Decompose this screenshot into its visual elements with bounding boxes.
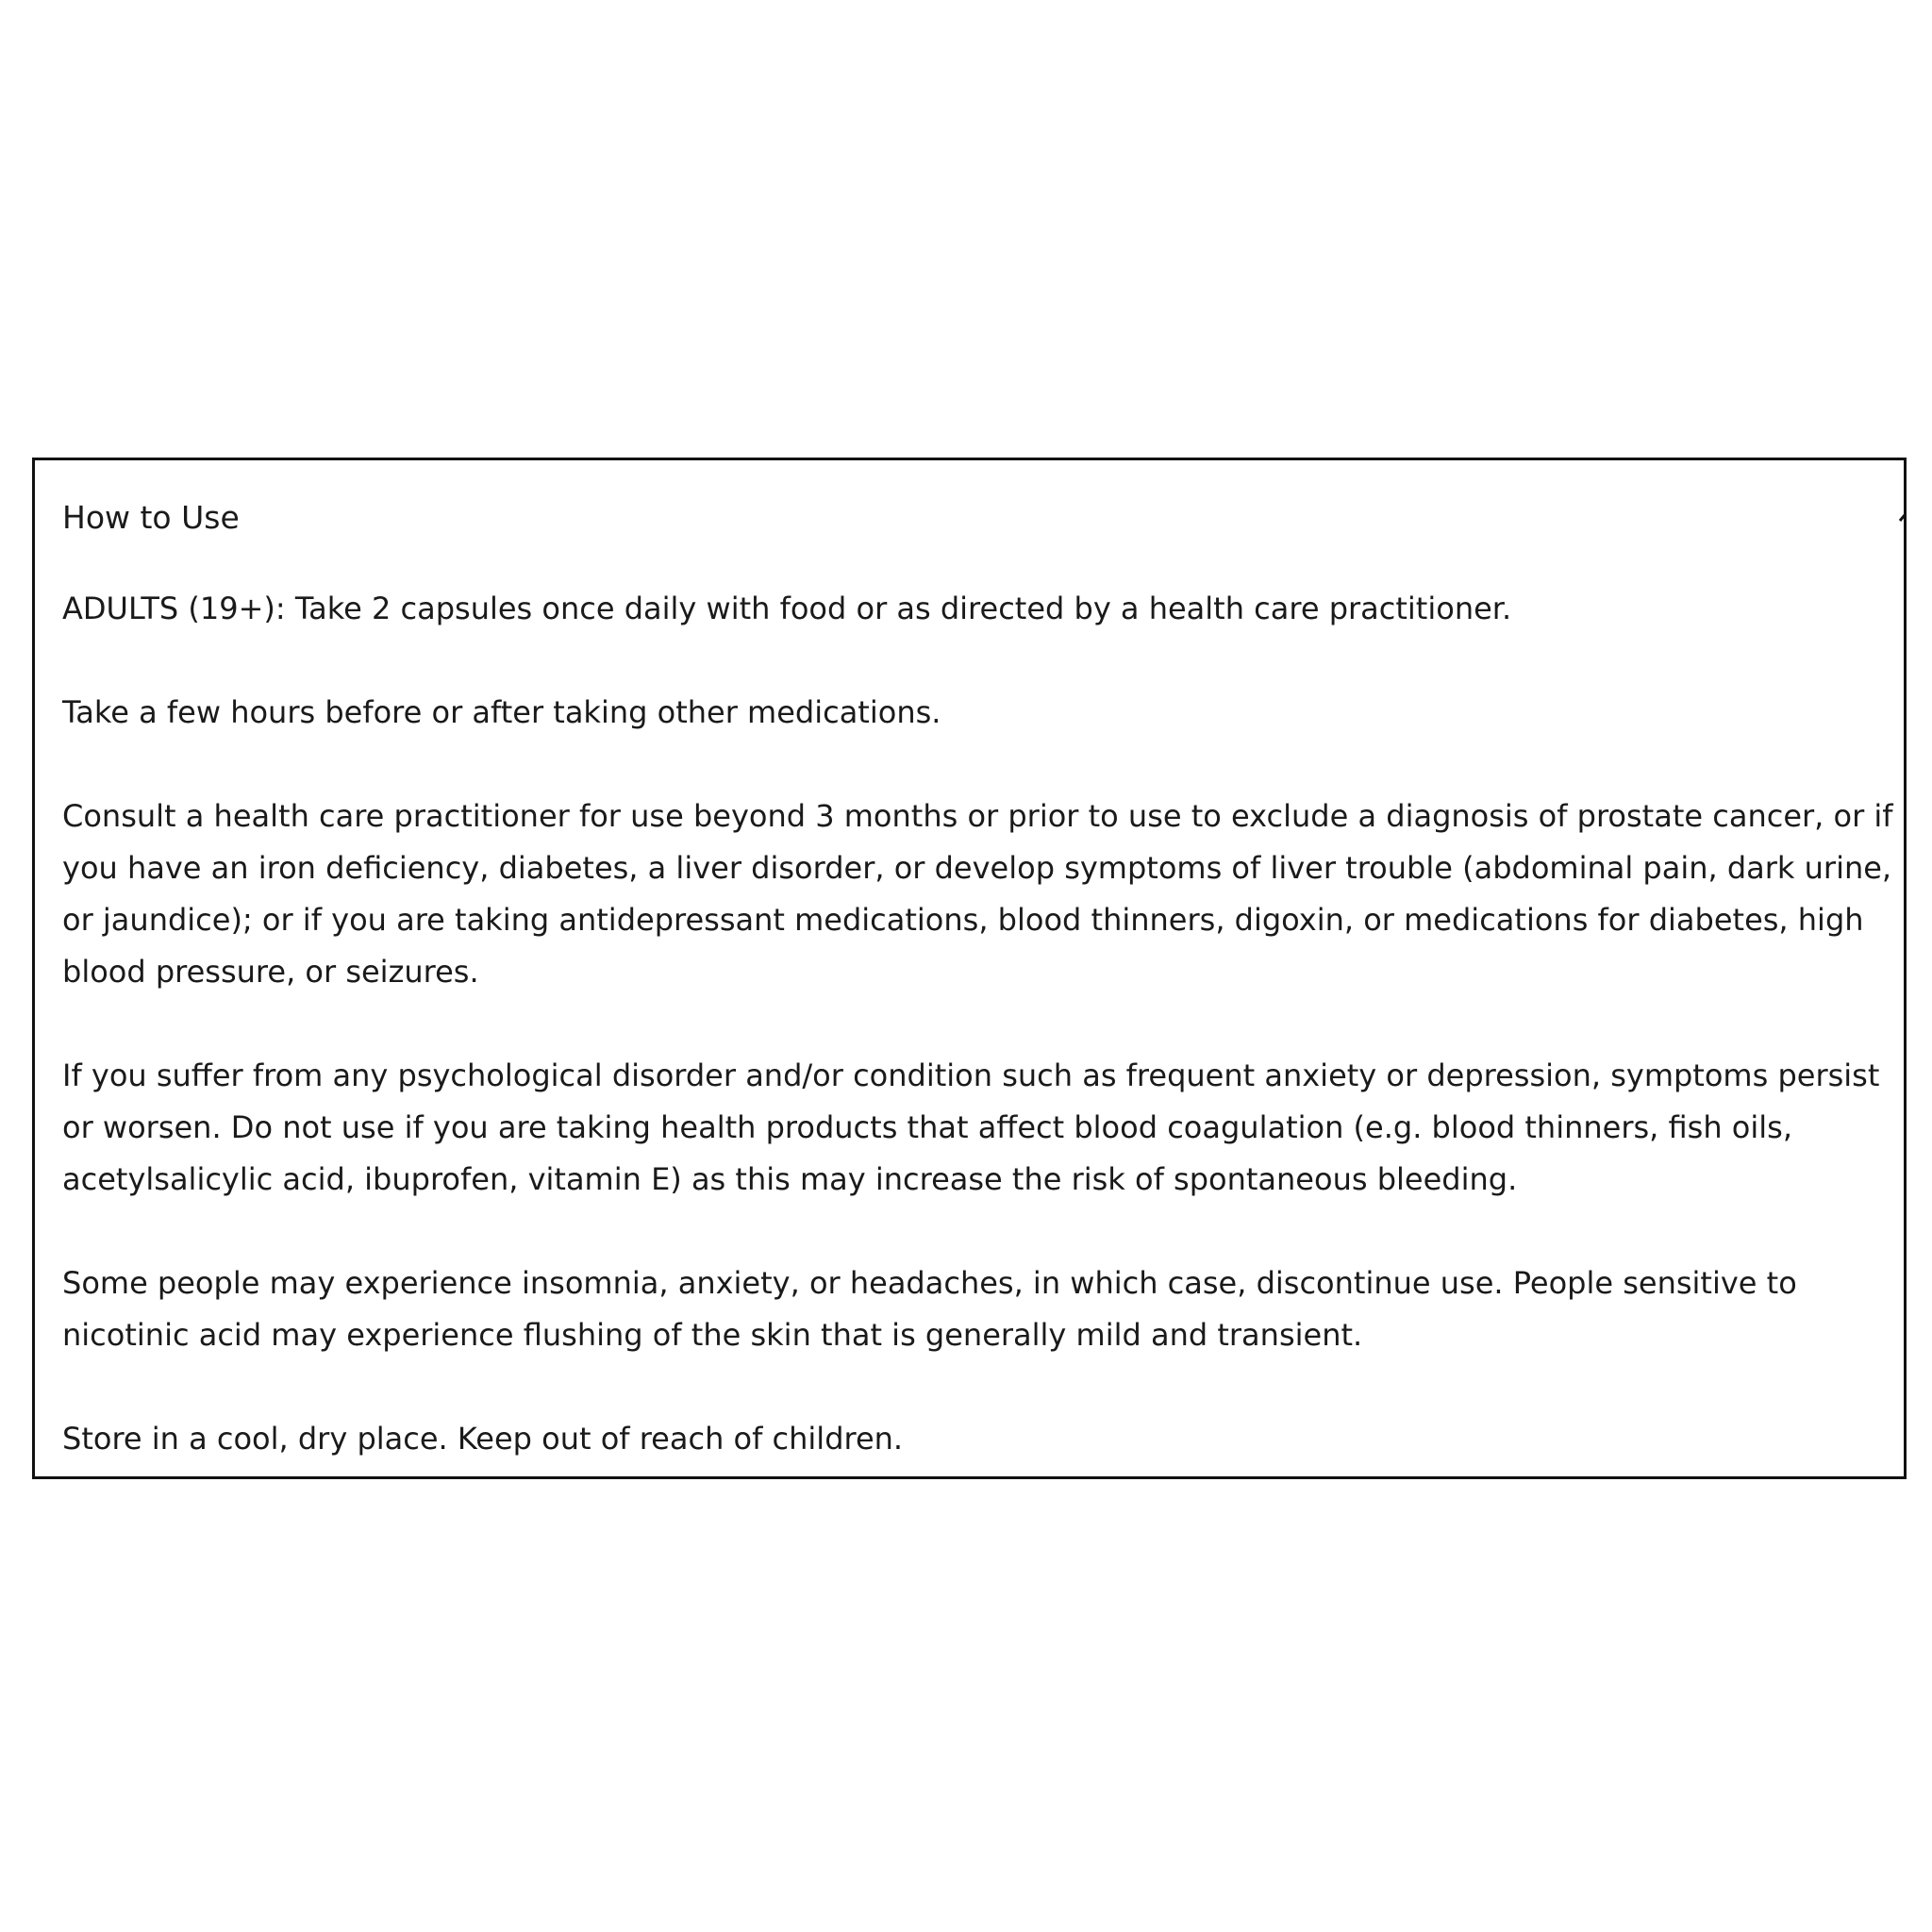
medication-timing-paragraph: Take a few hours before or after taking other medications. [62,694,941,730]
panel-header[interactable] [62,494,1904,541]
panel-body [62,583,1896,1465]
chevron-up-icon[interactable] [1896,504,1907,526]
dosage-paragraph: ADULTS (19+): Take 2 capsules once daily with food or as directed by a health care practitioner. [62,591,1512,626]
how-to-use-panel [32,458,1907,1479]
psychological-warning-paragraph: If you suffer from any psychological disorder and/or condition such as frequent anxiety or depression, symptoms persist or worsen. Do not use if you are taking health products that affect blood coagulation (e.g. blood thinners, fish oils, acetylsalicylic acid, ibuprofen, vitamin E) as this may increase the risk of spontaneous bleeding. [62,1058,1880,1197]
side-effects-paragraph: Some people may experience insomnia, anxiety, or headaches, in which case, discontinue use. People sensitive to nicotinic acid may experience flushing of the skin that is generally mild and transient. [62,1265,1797,1353]
storage-paragraph: Store in a cool, dry place. Keep out of reach of children. [62,1421,904,1457]
consult-practitioner-paragraph: Consult a health care practitioner for use beyond 3 months or prior to use to exclude a diagnosis of prostate cancer, or if you have an iron deficiency, diabetes, a liver disorder, or develop symptoms of liver trouble (abdominal pain, dark urine, or jaundice); or if you are taking antidepressant medications, blood thinners, digoxin, or medications for diabetes, high blood pressure, or seizures. [62,798,1893,990]
panel-title: How to Use [62,499,240,536]
